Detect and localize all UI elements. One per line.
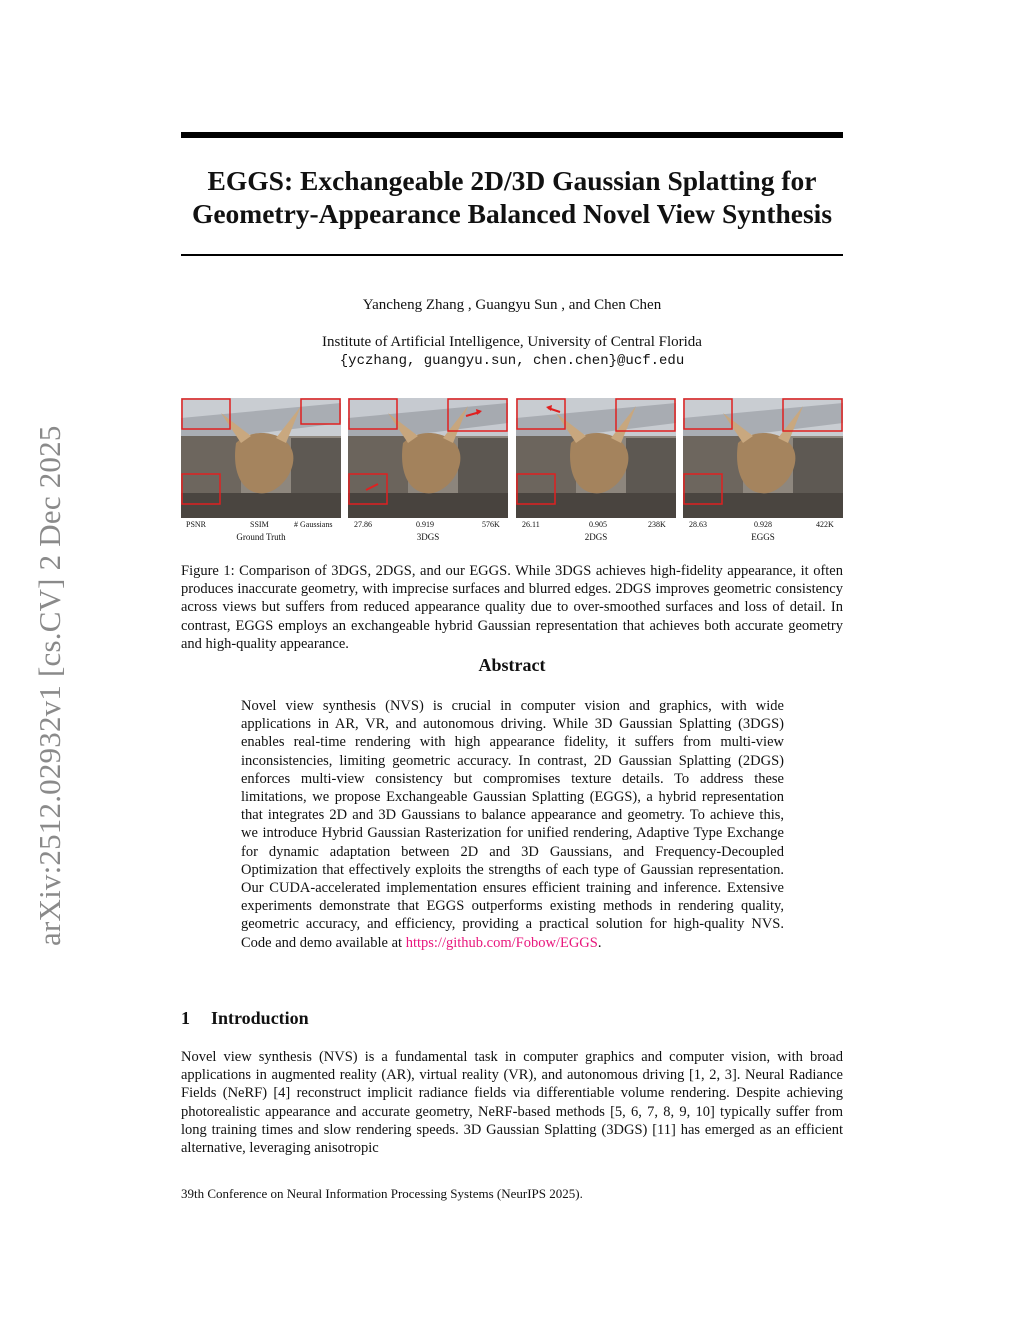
abstract-body	[241, 697, 784, 952]
metric-gaussians: 238K	[648, 520, 666, 529]
abstract-heading: Abstract	[478, 655, 546, 675]
figure-panel-3dgs	[348, 398, 508, 518]
abstract-end: .	[597, 934, 602, 951]
dinosaur-render-image	[516, 398, 676, 518]
metric-gaussians: # Gaussians	[294, 520, 333, 529]
panel-label-ground-truth: Ground Truth	[236, 532, 286, 542]
metric-ssim: 0.928	[754, 520, 772, 529]
metric-ssim: 0.919	[416, 520, 434, 529]
figure-metrics-3dgs	[354, 520, 509, 530]
arxiv-side-stamp: arXiv:2512.02932v1 [cs.CV] 2 Dec 2025	[32, 425, 67, 946]
metric-psnr: 28.63	[689, 520, 707, 529]
section-heading-introduction	[181, 1008, 309, 1029]
metric-psnr: 26.11	[522, 520, 540, 529]
figure-panel-2dgs	[516, 398, 676, 518]
metric-ssim: SSIM	[250, 520, 269, 529]
metric-ssim: 0.905	[589, 520, 607, 529]
panel-label-2dgs: 2DGS	[584, 532, 608, 542]
affiliation: Institute of Artificial Intelligence, University of Central Florida	[322, 334, 702, 350]
metric-psnr: PSNR	[186, 520, 207, 529]
dinosaur-render-image	[348, 398, 508, 518]
title-line-2: Geometry-Appearance Balanced Novel View Synthesis	[191, 198, 833, 229]
github-link[interactable]: https://github.com/Fobow/EGGS	[405, 934, 598, 951]
affiliation-block	[181, 333, 843, 371]
figure-metrics-eggs	[689, 520, 844, 530]
top-rule	[181, 132, 843, 138]
title-bottom-rule	[181, 254, 843, 256]
abstract-text: Novel view synthesis (NVS) is crucial in computer vision and graphics, with wide applications in AR, VR, and autonomous driving. While 3D Gaussian Splatting (3DGS) enables real-time rendering with high appearance fidelity, it suffers from multi-view inconsistencies, limiting geometric accuracy. In contrast, 2D Gaussian Splatting (2DGS) enforces multi-view consistency but compromises texture details. To address these limitations, we propose Exchangeable Gaussian Splatting (EGGS), a hybrid representation that integrates 2D and 3D Gaussians to balance appearance and geometry. To achieve this, we introduce Hybrid Gaussian Rasterization for unified rendering, Adaptive Type Exchange for dynamic adaptation between 2D and 3D Gaussians, and Frequency-Decoupled Optimization that effectively exploits the strengths of each type of Gaussian representation. Our CUDA-accelerated implementation ensures efficient training and inference. Extensive experiments demonstrate that EGGS outperforms existing methods in rendering quality, geometric accuracy, and efficiency, providing a practical solution for high-quality NVS. Code and demo available at	[241, 698, 784, 951]
dinosaur-render-image	[683, 398, 843, 518]
figure-panel-eggs	[683, 398, 843, 518]
section-title: Introduction	[211, 1008, 309, 1028]
figure-metrics-2dgs	[522, 520, 677, 530]
metric-gaussians: 422K	[816, 520, 834, 529]
section-number: 1	[181, 1008, 190, 1028]
conference-footnote: 39th Conference on Neural Information Processing Systems (NeurIPS 2025).	[181, 1186, 583, 1201]
authors: Yancheng Zhang , Guangyu Sun , and Chen Chen	[362, 297, 662, 313]
metric-psnr: 27.86	[354, 520, 372, 529]
introduction-body: Novel view synthesis (NVS) is a fundamental task in computer graphics and computer vision, with broad applications in augmented reality (AR), virtual reality (VR), and autonomous driving [1, 2, 3]. Neural Radiance Fields (NeRF) [4] reconstruct implicit radiance fields via differentiable volume rendering. Despite achieving photorealistic appearance and accurate geometry, NeRF-based methods [5, 6, 7, 8, 9, 10] typically suffer from long training times and slow rendering speeds. 3D Gaussian Splatting (3DGS) [11] has emerged as an efficient alternative, leveraging anisotropic	[181, 1049, 843, 1157]
figure-metrics-ground-truth	[186, 520, 341, 530]
figure-panel-ground-truth	[181, 398, 341, 518]
paper-title	[181, 164, 843, 230]
figure-1-caption: Figure 1: Comparison of 3DGS, 2DGS, and our EGGS. While 3DGS achieves high-fidelity appearance, it often produces inaccurate geometry, with imprecise surfaces and blurred edges. 2DGS improves geometric consistency across views but suffers from reduced appearance quality due to over-smoothed surfaces and loss of detail. In contrast, EGGS employs an exchangeable hybrid Gaussian representation that achieves both accurate geometry and high-quality appearance.	[181, 563, 843, 652]
metric-gaussians: 576K	[482, 520, 500, 529]
panel-label-eggs: EGGS	[751, 532, 775, 542]
emails: {yczhang, guangyu.sun, chen.chen}@ucf.edu	[339, 353, 685, 369]
figure-1	[181, 398, 843, 518]
title-line-1: EGGS: Exchangeable 2D/3D Gaussian Splatting for	[207, 165, 817, 196]
dinosaur-render-image	[181, 398, 341, 518]
panel-label-3dgs: 3DGS	[416, 532, 440, 542]
